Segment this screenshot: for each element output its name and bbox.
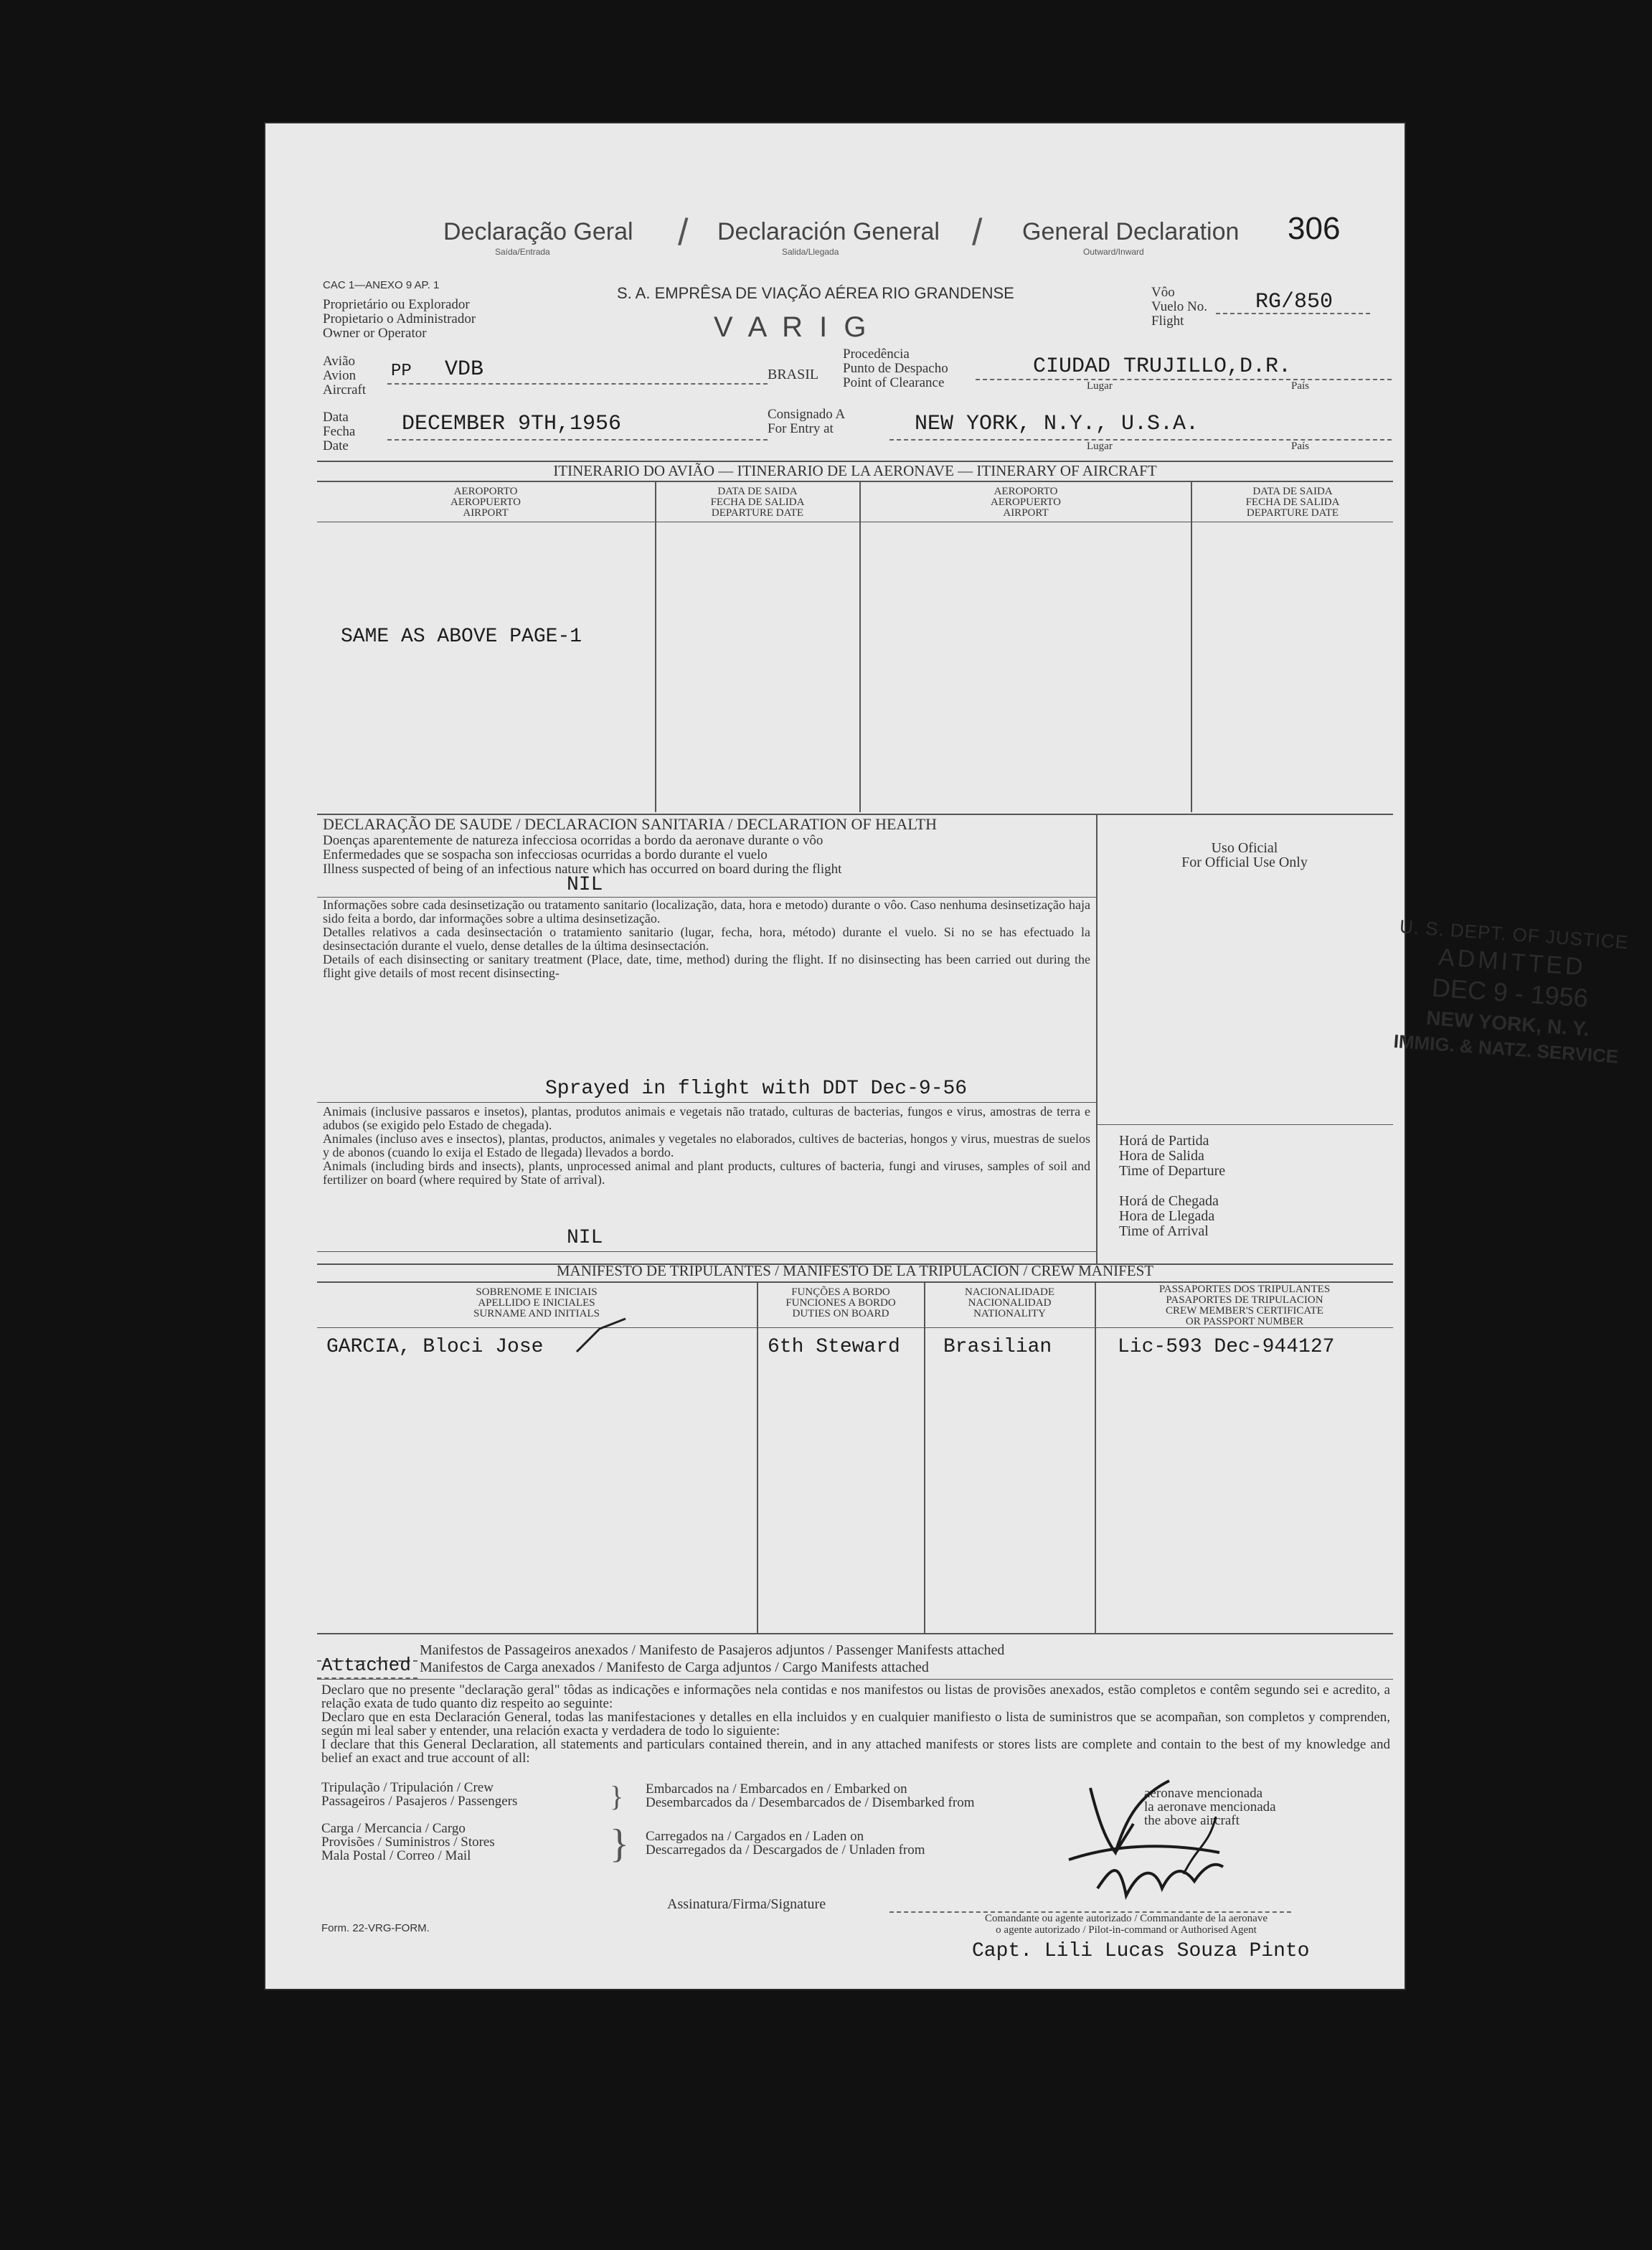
itinerary-col-date: DATA DE SAIDA FECHA DE SALIDA DEPARTURE DATE	[710, 486, 805, 519]
airline-name: V A R I G	[714, 311, 871, 343]
entry-place: NEW YORK, N.Y., U.S.A.	[915, 412, 1199, 436]
animals-value: NIL	[567, 1227, 603, 1249]
crew-title: MANIFESTO DE TRIPULANTES / MANIFESTO DE LA TRIPULACION / CREW MANIFEST	[556, 1262, 1154, 1279]
slash-divider: /	[972, 212, 983, 253]
date-value: DECEMBER 9TH,1956	[402, 412, 622, 436]
declaration-text: Declaro que no presente "declaração geral" tôdas as indicações e informações nela contidas e nos manifestos ou listas de provisões anexados, estão completos e contêm segundo sei e acredito, a relação exata de tudo quanto diz respeito ao seguinte: Declaro que en esta Declaración General, todas las manifestaciones y detalles en ella incluidos y en cualquier manifiesto o lista de suministros que se acompañan, son completos y comprenden, según mi leal saber y entender, una relación exacta y verdadera de todo lo siguiente: I declare that this General Declaration, all statements and particulars contained therein, and in any attached manifests or stores lists are complete and contain to the best of my knowledge and belief an exact and true account of all:	[321, 1682, 1390, 1766]
entry-place-caption: Lugar	[1087, 441, 1113, 452]
laden-labels: Carregados na / Cargados en / Laden on Descarregados da / Descargados de / Unladen from	[646, 1829, 925, 1858]
entry-label: Consignado A For Entry at	[768, 407, 846, 436]
brace-icon: }	[610, 1822, 629, 1866]
company-name: S. A. EMPRÊSA DE VIAÇÃO AÉREA RIO GRANDENSE	[617, 284, 1014, 302]
embarked-labels: Embarcados na / Embarcados en / Embarked on Desembarcados da / Desembarcados de / Disembarked from	[646, 1781, 975, 1810]
stamp-line-2: ADMITTED	[1437, 943, 1587, 982]
departure-time-label: Horá de Partida Hora de Salida Time of Departure	[1119, 1133, 1226, 1179]
entry-country-caption: País	[1291, 441, 1310, 452]
crew-row-nationality: Brasilian	[943, 1336, 1052, 1358]
admission-stamp	[1377, 915, 1643, 1070]
date-label: Data Fecha Date	[323, 410, 356, 453]
general-declaration-form	[265, 123, 1630, 1989]
aircraft-reference: aeronave mencionada la aeronave mencionada the above aircraft	[1144, 1786, 1276, 1828]
title-pt: Declaração Geral	[443, 218, 633, 245]
itinerary-entry: SAME AS ABOVE PAGE-1	[341, 626, 582, 648]
itinerary-col-airport: AEROPORTO AEROPUERTO AIRPORT	[450, 486, 521, 519]
disinsecting-value: Sprayed in flight with DDT Dec-9-56	[545, 1078, 968, 1100]
title-es: Declaración General	[717, 218, 940, 245]
aircraft-registration: VDB	[445, 357, 484, 382]
crew-col-passport: PASSAPORTES DOS TRIPULANTES PASAPORTES DE TRIPULACION CREW MEMBER'S CERTIFICATE OR PASSPORT NUMBER	[1158, 1284, 1331, 1327]
stamp-line-1: U. S. DEPT. OF JUSTICE	[1399, 915, 1630, 954]
aircraft-prefix: PP	[391, 362, 412, 381]
signature-role: Comandante ou agente autorizado / Commandante de la aeronave o agente autorizado / Pilot-in-command or Authorised Agent	[984, 1913, 1268, 1936]
subtitle-en: Outward/Inward	[1083, 247, 1144, 257]
clearance-place: CIUDAD TRUJILLO,D.R.	[1033, 354, 1292, 379]
disinsecting-text: Informações sobre cada desinsetização ou tratamento sanitario (localização, data, hora e metodo) durante o vôo. Caso nenhuma desinsetização haja sido feita a bordo, dar informações sobre a ultima desinsetização. Detalles relativos a cada desinsectación o tratamiento sanitario (lugar, fecha, hora, método) durante el vuelo. Si no se has efectuado la desinsectación durante el vuelo, dense detalles de la última desinsectación. Details of each disinsecting or sanitary treatment (Place, date, time, method) during the flight. If no disinsecting has been carried out during the flight give details of most recent disinsecting-	[323, 898, 1090, 980]
crew-row-duty: 6th Steward	[768, 1336, 900, 1358]
crew-row-passport: Lic-593 Dec-944127	[1118, 1336, 1335, 1358]
title-en: General Declaration	[1022, 218, 1240, 245]
slash-divider: /	[678, 212, 689, 253]
animals-text: Animais (inclusive passaros e insetos), plantas, produtos animais e vegetais não tratado, culturas de bacterias, fungos e virus, amostras de terra e adubos (se exigido pelo Estado de chegada). Animales (incluso aves e insectos), plantas, productos, animales y vegetales no elaborados, cultives de bacterias, hongos y virus, muestras de suelos y de abonos (cuando lo exija el Estado de llegada) llevados a bordo. Animals (including birds and insects), plants, unprocessed animal and plant products, cultures of bacteria, fungi and viruses, samples of soil and fertilizer on board (where required by State of arrival).	[323, 1104, 1090, 1187]
cargo-manifest-attached: Attached	[321, 1654, 411, 1676]
form-code: Form. 22-VRG-FORM.	[321, 1922, 430, 1934]
flight-label: Vôo Vuelo No. Flight	[1151, 285, 1208, 329]
aircraft-label: Avião Avion Aircraft	[323, 354, 367, 397]
crew-col-nationality: NACIONALIDADE NACIONALIDAD NATIONALITY	[965, 1286, 1054, 1319]
stamp-line-5: IMMIG. & NATZ. SERVICE	[1392, 1030, 1620, 1068]
signature-label: Assinatura/Firma/Signature	[667, 1896, 826, 1912]
health-title: DECLARAÇÃO DE SAUDE / DECLARACION SANITARIA / DECLARATION OF HEALTH	[323, 815, 938, 833]
arrival-time-label: Horá de Chegada Hora de Llegada Time of Arrival	[1119, 1193, 1219, 1239]
clearance-label: Procedência Punto de Despacho Point of Clearance	[843, 347, 948, 390]
itinerary-col-airport-2: AEROPORTO AEROPUERTO AIRPORT	[991, 486, 1061, 519]
brace-icon: }	[610, 1780, 624, 1812]
subtitle-es: Salida/Llegada	[782, 247, 839, 257]
captain-name: Capt. Lili Lucas Souza Pinto	[972, 1940, 1310, 1962]
itinerary-col-date-2: DATA DE SAIDA FECHA DE SALIDA DEPARTURE DATE	[1245, 486, 1340, 519]
handwritten-signature	[1047, 1774, 1248, 1910]
declaration-list: Tripulação / Tripulación / Crew Passageiros / Pasajeros / Passengers Carga / Mercancia / Cargo Provisões / Suministros / Stores Mala Postal / Correo / Mail	[321, 1780, 518, 1863]
illness-value: NIL	[567, 874, 603, 896]
form-reference: CAC 1—ANEXO 9 AP. 1	[323, 279, 440, 291]
crew-col-duty: FUNÇÕES A BORDO FUNCIONES A BORDO DUTIES ON BOARD	[785, 1286, 896, 1319]
flight-number: RG/850	[1255, 290, 1334, 314]
stamp-line-3: DEC 9 - 1956	[1430, 972, 1590, 1013]
crew-row-name: GARCIA, Bloci Jose	[326, 1336, 544, 1358]
owner-label: Proprietário ou Explorador Propietario o Administrador Owner or Operator	[323, 297, 476, 341]
cargo-manifest-label: Manifestos de Carga anexados / Manifesto de Carga adjuntos / Cargo Manifests attached	[420, 1660, 929, 1675]
aircraft-country: BRASIL	[768, 367, 819, 382]
clearance-country-caption: País	[1291, 380, 1310, 392]
checkmark-icon	[574, 1314, 631, 1357]
clearance-place-caption: Lugar	[1087, 380, 1113, 392]
subtitle-pt: Saída/Entrada	[495, 247, 550, 257]
stamp-line-4: NEW YORK, N. Y.	[1425, 1006, 1590, 1040]
itinerary-title: ITINERARIO DO AVIÃO — ITINERARIO DE LA AERONAVE — ITINERARY OF AIRCRAFT	[553, 462, 1157, 479]
illness-text: Doenças aparentemente de natureza infecciosa ocorridas a bordo da aeronave durante o vôo Enfermedades que se sospacha son infecciosas ocurridas a bordo durante el vuelo Illness suspected of being of an infectious nature which has occurred on board during the flight	[323, 833, 842, 877]
page-number: 306	[1288, 211, 1341, 246]
crew-col-name: SOBRENOME E INICIAIS APELLIDO E INICIALES SURNAME AND INITIALS	[473, 1286, 600, 1319]
official-use-title: Uso Oficial For Official Use Only	[1181, 840, 1308, 870]
passenger-manifest-label: Manifestos de Passageiros anexados / Manifesto de Pasajeros adjuntos / Passenger Manifests attached	[420, 1642, 1005, 1658]
